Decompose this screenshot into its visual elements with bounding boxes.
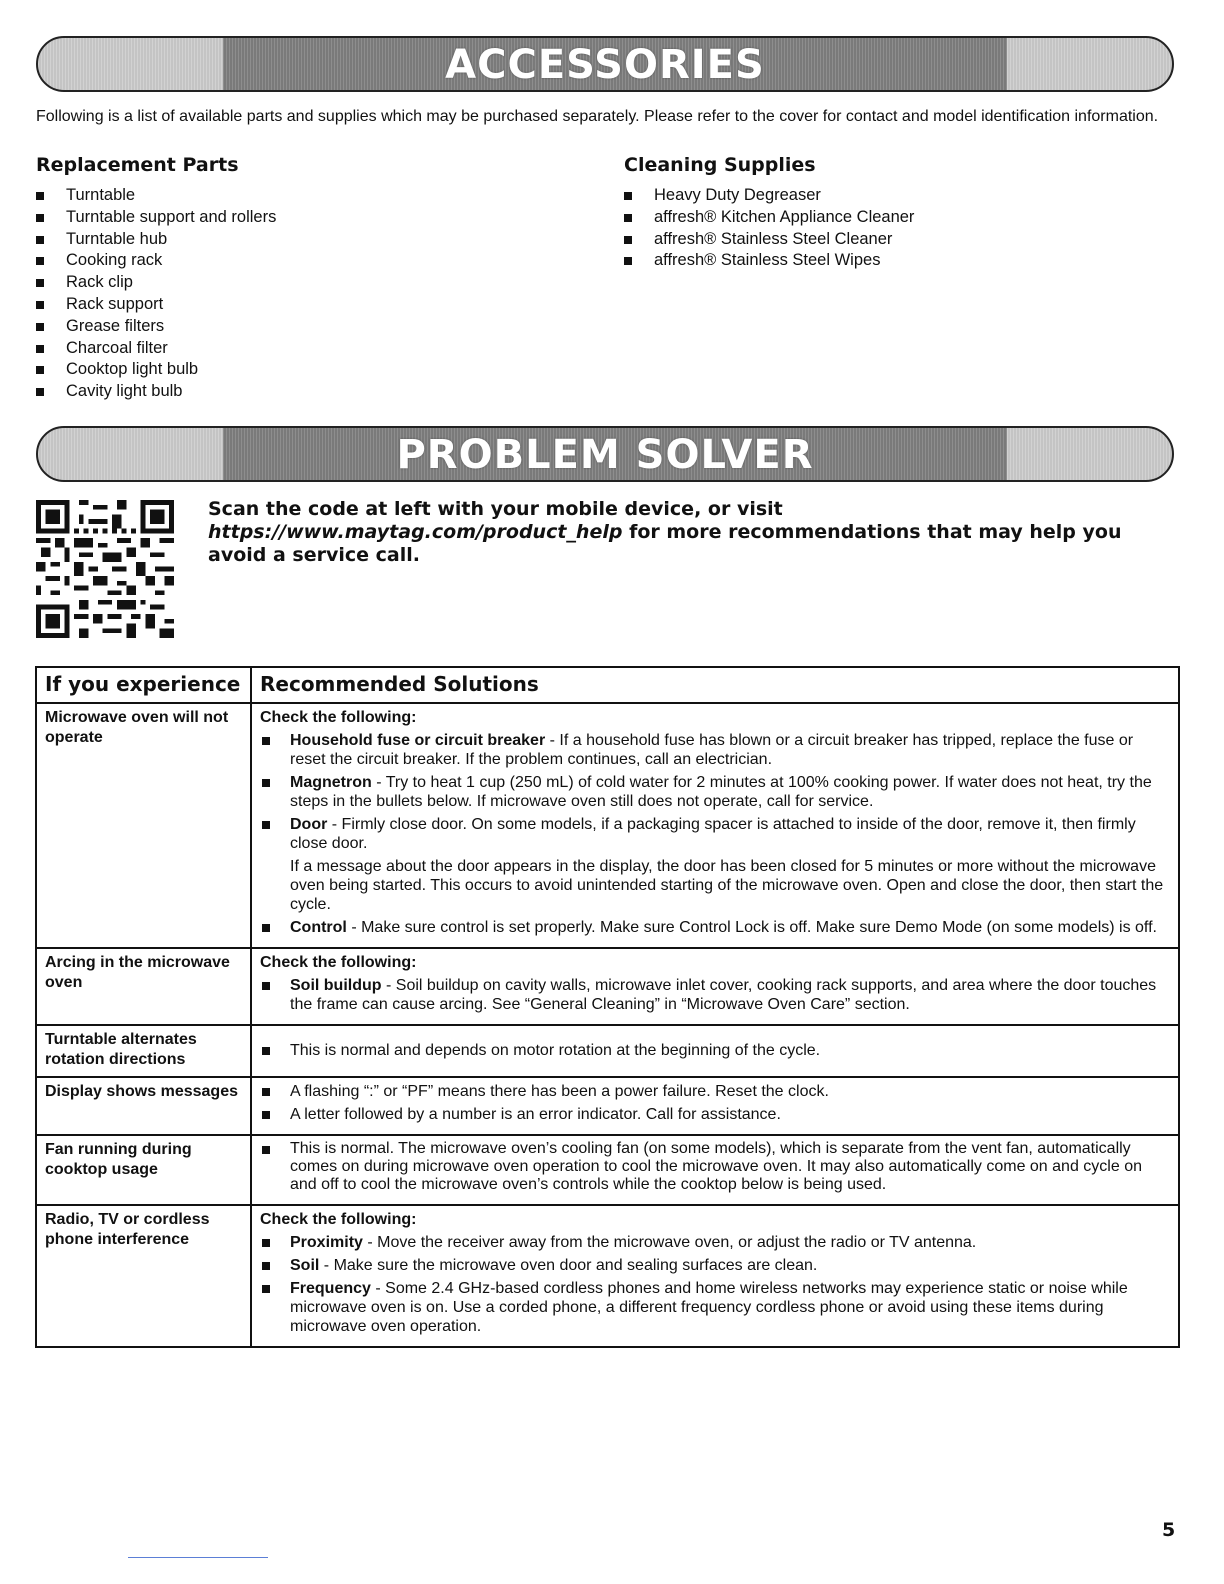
list-item: Grease filters — [36, 316, 276, 338]
experience-cell: Microwave oven will not operate — [36, 703, 251, 948]
table-row — [36, 1135, 1179, 1205]
solution-cell — [251, 703, 1179, 948]
solution-cell — [251, 1205, 1179, 1347]
check-label: Check the following: — [260, 1211, 417, 1228]
experience-cell: Display shows messages — [36, 1077, 251, 1135]
list-item: A letter followed by a number is an error indicator. Call for assistance. — [260, 1105, 1166, 1124]
problem-solver-table — [35, 666, 1180, 1348]
experience-cell: Fan running during cooktop usage — [36, 1135, 251, 1205]
experience-cell: Radio, TV or cordless phone interference — [36, 1205, 251, 1347]
list-item: Control - Make sure control is set properly. Make sure Control Lock is off. Make sure Demo Mode (on some models) is off. — [260, 918, 1166, 937]
list-item: Soil buildup - Soil buildup on cavity walls, microwave inlet cover, cooking rack supports, and area where the door touches the frame can cause arcing. See “General Cleaning” in “Microwave Oven Care” section. — [260, 976, 1166, 1014]
accessories-intro: Following is a list of available parts and supplies which may be purchased separately. Please refer to the cover for contact and model identification information. — [36, 108, 1159, 125]
check-label: Check the following: — [260, 954, 417, 971]
cleaning-supplies-heading: Cleaning Supplies — [624, 154, 816, 176]
column-header-experience: If you experience — [36, 667, 251, 703]
problem-solver-banner — [36, 426, 1174, 482]
accessories-title: ACCESSORIES — [445, 42, 765, 88]
table-header-row — [36, 667, 1179, 703]
solution-cell — [251, 1025, 1179, 1077]
list-item: This is normal and depends on motor rotation at the beginning of the cycle. — [260, 1041, 1166, 1060]
list-item: affresh® Stainless Steel Wipes — [624, 250, 914, 272]
replacement-parts-heading: Replacement Parts — [36, 154, 239, 176]
list-item: Household fuse or circuit breaker - If a household fuse has blown or a circuit breaker has tripped, replace the fuse or reset the circuit breaker. If the problem continues, call an electrician. — [260, 731, 1166, 769]
list-item: Heavy Duty Degreaser — [624, 185, 914, 207]
qr-code-icon[interactable] — [36, 500, 174, 638]
page-number: 5 — [1162, 1519, 1176, 1541]
table-row — [36, 1025, 1179, 1077]
experience-cell: Arcing in the microwave oven — [36, 948, 251, 1025]
list-item: Cavity light bulb — [36, 381, 276, 403]
list-item: Rack support — [36, 294, 276, 316]
list-item: Soil - Make sure the microwave oven door and sealing surfaces are clean. — [260, 1256, 1166, 1275]
list-item: Magnetron - Try to heat 1 cup (250 mL) of cold water for 2 minutes at 100% cooking power. If water does not heat, try the steps in the bullets below. If microwave oven still does not operate, call for service. — [260, 773, 1166, 811]
scan-instructions — [208, 498, 1168, 567]
list-item: A flashing “:” or “PF” means there has been a power failure. Reset the clock. — [260, 1082, 1166, 1101]
list-item: Turntable support and rollers — [36, 207, 276, 229]
cleaning-supplies-list — [624, 185, 914, 272]
scan-prefix: Scan the code at left with your mobile device, or visit — [208, 498, 783, 520]
door-note: If a message about the door appears in the display, the door has been closed for 5 minutes or more without the microwave oven being started. This occurs to avoid unintended starting of the microwave oven. Open and close the door, then start the cycle. — [290, 858, 1164, 913]
list-item: Door - Firmly close door. On some models, if a packaging spacer is attached to inside of the door, remove it, then firmly close door. — [260, 815, 1166, 853]
solution-cell — [251, 1135, 1179, 1205]
solution-cell — [251, 1077, 1179, 1135]
table-row — [36, 1077, 1179, 1135]
problem-solver-title: PROBLEM SOLVER — [396, 432, 814, 478]
table-row — [36, 948, 1179, 1025]
replacement-parts-list — [36, 185, 276, 403]
list-item: Charcoal filter — [36, 338, 276, 360]
list-item: Turntable hub — [36, 229, 276, 251]
check-label: Check the following: — [260, 709, 417, 726]
list-item: Proximity - Move the receiver away from the microwave oven, or adjust the radio or TV antenna. — [260, 1233, 1166, 1252]
column-header-solutions: Recommended Solutions — [251, 667, 1179, 703]
list-item: Rack clip — [36, 272, 276, 294]
experience-cell: Turntable alternates rotation directions — [36, 1025, 251, 1077]
list-item: Cooking rack — [36, 250, 276, 272]
list-item: Cooktop light bulb — [36, 359, 276, 381]
list-item: affresh® Stainless Steel Cleaner — [624, 229, 914, 251]
list-item: Turntable — [36, 185, 276, 207]
table-row — [36, 703, 1179, 948]
list-item: This is normal. The microwave oven’s cooling fan (on some models), which is separate from the vent fan, automatically comes on during microwave oven operation to cool the microwave oven. It may also automatically come on and cycle on and off to cool the microwave oven’s controls while the cooktop below is being used. — [260, 1140, 1166, 1194]
solution-cell — [251, 948, 1179, 1025]
footer-rule — [128, 1557, 268, 1558]
accessories-banner — [36, 36, 1174, 92]
help-link[interactable]: https://www.maytag.com/product_help — [208, 521, 623, 543]
list-item: affresh® Kitchen Appliance Cleaner — [624, 207, 914, 229]
scan-suffix: for more recommendations that may help you avoid a service call. — [208, 521, 1122, 566]
table-row — [36, 1205, 1179, 1347]
list-item: Frequency - Some 2.4 GHz-based cordless phones and home wireless networks may experience static or noise while microwave oven is on. Use a corded phone, a different frequency cordless phone or avoid using these items during microwave oven operation. — [260, 1279, 1166, 1336]
